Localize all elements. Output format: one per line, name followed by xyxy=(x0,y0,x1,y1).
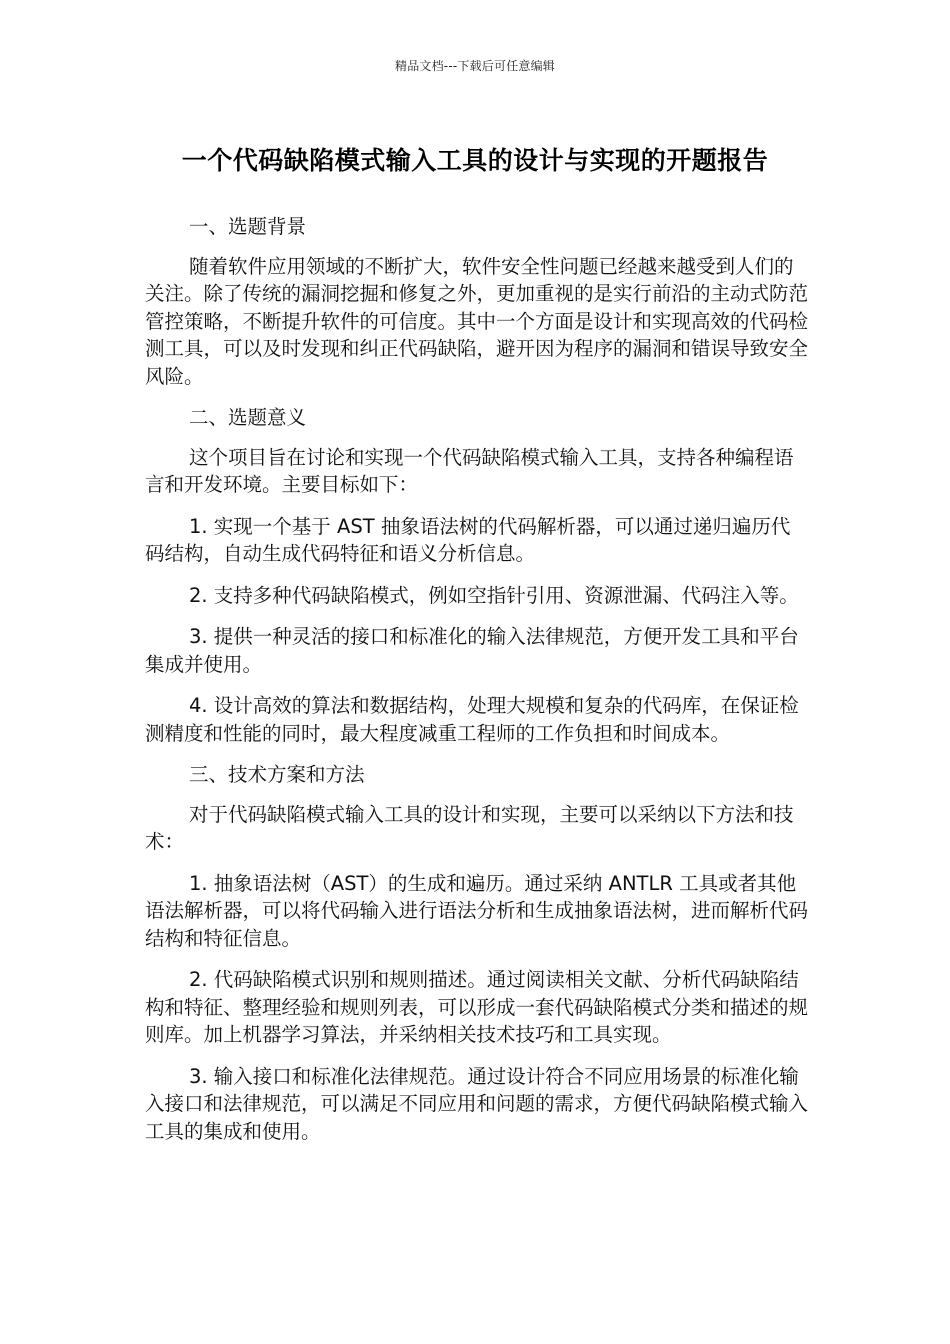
method-item-3: 3. 输入接口和标准化法律规范。通过设计符合不同应用场景的标准化输入接口和法律规范，可以满足不同应用和问题的需求，方便代码缺陷模式输入工具的集成和使用。 xyxy=(145,1064,809,1143)
paragraph-methods-intro: 对于代码缺陷模式输入工具的设计和实现，主要可以采纳以下方法和技术： xyxy=(145,802,794,853)
paragraph-significance-intro: 这个项目旨在讨论和实现一个代码缺陷模式输入工具，支持各种编程语言和开发环境。主要目标如下： xyxy=(145,445,794,496)
document-body xyxy=(145,213,809,1159)
section-heading-methods: 三、技术方案和方法 xyxy=(189,763,365,786)
goal-item-3: 3. 提供一种灵活的接口和标准化的输入法律规范，方便开发工具和平台集成并使用。 xyxy=(145,625,799,676)
section-heading-significance: 二、选题意义 xyxy=(189,406,307,429)
method-item-2: 2. 代码缺陷模式识别和规则描述。通过阅读相关文献、分析代码缺陷结构和特征、整理经验和规则列表，可以形成一套代码缺陷模式分类和描述的规则库。加上机器学习算法，并采纳相关技术技巧和工具实现。 xyxy=(145,968,809,1046)
goal-item-4: 4. 设计高效的算法和数据结构，处理大规模和复杂的代码库，在保证检测精度和性能的同时，最大程度减重工程师的工作负担和时间成本。 xyxy=(145,694,799,745)
section-heading-background: 一、选题背景 xyxy=(189,215,307,238)
document-title: 一个代码缺陷模式输入工具的设计与实现的开题报告 xyxy=(181,146,769,175)
goal-item-2: 2. 支持多种代码缺陷模式，例如空指针引用、资源泄漏、代码注入等。 xyxy=(189,583,799,607)
goal-item-1: 1. 实现一个基于 AST 抽象语法树的代码解析器，可以通过递归遍历代码结构，自动生成代码特征和语义分析信息。 xyxy=(145,514,791,565)
method-item-1: 1. 抽象语法树（AST）的生成和遍历。通过采纳 ANTLR 工具或者其他语法解析器，可以将代码输入进行语法分析和生成抽象语法树，进而解析代码结构和特征信息。 xyxy=(145,871,809,950)
header-note: 精品文档---下载后可任意编辑 xyxy=(395,59,555,73)
paragraph-background: 随着软件应用领域的不断扩大，软件安全性问题已经越来越受到人们的关注。除了传统的漏洞挖掘和修复之外，更加重视的是实行前沿的主动式防范管控策略，不断提升软件的可信度。其中一个方面是设计和实现高效的代码检测工具，可以及时发现和纠正代码缺陷，避开因为程序的漏洞和错误导致安全风险。 xyxy=(145,254,809,388)
